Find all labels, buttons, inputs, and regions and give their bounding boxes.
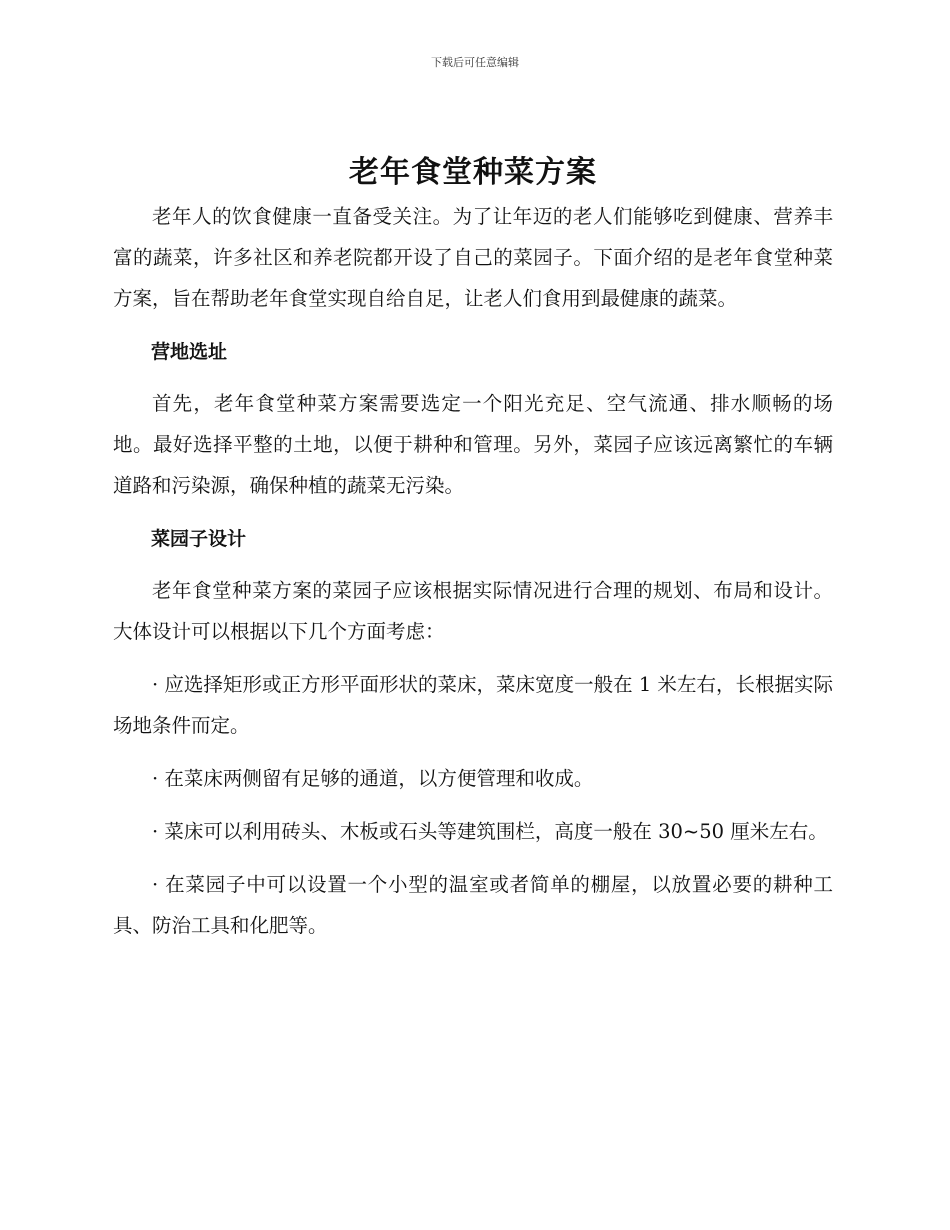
- design-bullet-bed-shape: · 应选择矩形或正方形平面形状的菜床，菜床宽度一般在 1 米左右，长根据实际场地条件而定。: [113, 673, 833, 737]
- document-body: [113, 150, 833, 946]
- section-heading-design: 菜园子设计: [151, 528, 247, 550]
- design-bullet-shed: · 在菜园子中可以设置一个小型的温室或者简单的棚屋，以放置必要的耕种工具、防治工具和化肥等。: [113, 873, 833, 937]
- section-heading-site: 营地选址: [151, 341, 228, 363]
- site-paragraph: 首先，老年食堂种菜方案需要选定一个阳光充足、空气流通、排水顺畅的场地。最好选择平整的土地，以便于耕种和管理。另外，菜园子应该远离繁忙的车辆道路和污染源，确保种植的蔬菜无污染。: [113, 392, 833, 497]
- page-header-note: 下载后可任意编辑: [431, 56, 519, 69]
- intro-paragraph: 老年人的饮食健康一直备受关注。为了让年迈的老人们能够吃到健康、营养丰富的蔬菜，许多社区和养老院都开设了自己的菜园子。下面介绍的是老年食堂种菜方案，旨在帮助老年食堂实现自给自足，让老人们食用到最健康的蔬菜。: [113, 205, 833, 310]
- document-title: 老年食堂种菜方案: [349, 155, 597, 190]
- design-paragraph: 老年食堂种菜方案的菜园子应该根据实际情况进行合理的规划、布局和设计。大体设计可以根据以下几个方面考虑：: [113, 579, 833, 643]
- design-bullet-aisles: · 在菜床两侧留有足够的通道，以方便管理和收成。: [152, 767, 594, 790]
- design-bullet-fence: · 菜床可以利用砖头、木板或石头等建筑围栏，高度一般在 30~50 厘米左右。: [152, 820, 828, 843]
